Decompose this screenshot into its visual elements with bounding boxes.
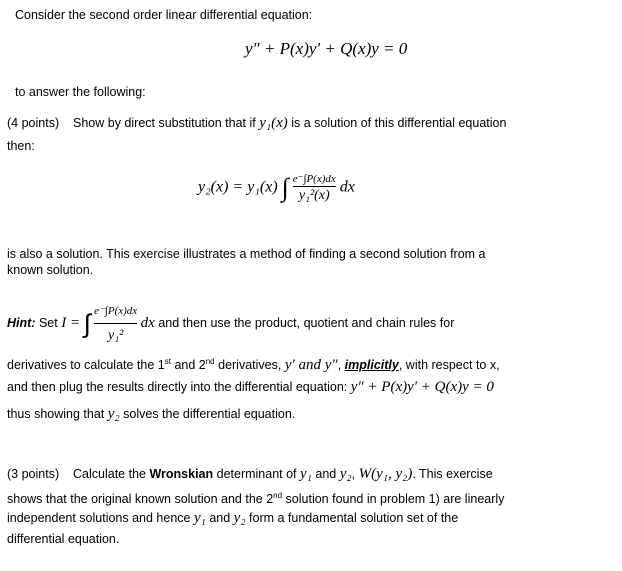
answer-following-text: to answer the following: (15, 85, 146, 99)
then-text: then: (7, 139, 35, 153)
part2-text-a: Calculate the (73, 467, 146, 481)
thus-y2: y₂ (107, 406, 120, 422)
part2-line3 (7, 510, 458, 526)
sup-st: st (164, 357, 171, 366)
part1-text-a: Show by direct substitution that if (73, 116, 256, 130)
hint-set: Set (38, 315, 58, 330)
implicitly-text: implicitly (344, 358, 399, 373)
hint-after: and then use the product, quotient and chain rules for (158, 315, 455, 330)
hint-fraction-bar (94, 323, 137, 324)
part1-line (7, 115, 506, 131)
derivatives-comma: , (337, 358, 342, 373)
formula-numerator: e⁻∫P(x)dx (292, 173, 336, 185)
hint-integral: ∫ (83, 308, 91, 339)
part2-line3-y1: y₁ (193, 510, 206, 526)
thus-text-a: thus showing that (7, 407, 105, 421)
part2-line4: differential equation. (7, 532, 120, 546)
substitute-math: y″ + P(x)y′ + Q(x)y = 0 (350, 379, 494, 395)
part2-line2 (7, 488, 504, 507)
formula-fraction (293, 172, 336, 204)
part2-text-d: . This exercise (412, 467, 493, 481)
part1-text-b: is a solution of this differential equation (291, 116, 507, 130)
sup-nd: nd (205, 357, 215, 366)
derivatives-text-a: derivatives to calculate the 1 (7, 358, 165, 373)
derivatives-math: y′ and y″ (284, 357, 338, 374)
wronskian-math: W(y₁, y₂) (358, 466, 413, 482)
derivatives-text-b: and 2 (170, 358, 206, 373)
part2-line3-b: form a fundamental solution set of the (249, 511, 459, 525)
part2-comma: , (351, 467, 356, 481)
derivatives-text-c: derivatives, (214, 358, 282, 373)
y2-formula (198, 172, 355, 204)
part2-line2-a: shows that the original known solution and the 2 (7, 492, 274, 507)
hint-denominator: y₁² (108, 328, 124, 343)
hint-fraction (94, 300, 137, 347)
part1-points: (4 points) (7, 116, 60, 130)
also-solution-line2: known solution. (7, 263, 94, 277)
thus-line (7, 406, 295, 422)
main-equation: y″ + P(x)y′ + Q(x)y = 0 (245, 39, 408, 58)
thus-text-b: solves the differential equation. (123, 407, 296, 421)
integral-symbol: ∫ (281, 173, 289, 202)
part2-line3-and: and (209, 511, 231, 525)
hint-numerator: e⁻∫P(x)dx (94, 305, 138, 317)
also-solution-line1: is also a solution. This exercise illustrates a method of finding a second solution from a (7, 247, 486, 261)
derivatives-line (7, 354, 500, 373)
intro-text: Consider the second order linear differential equation: (15, 8, 313, 22)
part2-y2: y₂ (339, 466, 352, 482)
substitute-line (7, 379, 494, 395)
formula-dx: dx (339, 178, 355, 196)
formula-denominator: y₁²(x) (298, 188, 330, 203)
part2-line3-a: independent solutions and hence (7, 511, 191, 525)
wronskian-label: Wronskian (149, 467, 214, 481)
part2-points: (3 points) (7, 467, 60, 481)
part2-text-b: determinant of (216, 467, 297, 481)
hint-I-eq: I = (61, 314, 81, 331)
hint-dx: dx (140, 314, 155, 331)
hint-line (7, 300, 454, 347)
part2-sup-nd: nd (273, 491, 283, 500)
substitute-text: and then plug the results directly into the differential equation: (7, 380, 348, 394)
derivatives-text-e: , with respect to x, (398, 358, 500, 373)
fraction-bar (293, 186, 336, 187)
y1x-math: y₁(x) (259, 115, 288, 131)
part2-line1 (7, 466, 493, 482)
part2-y1: y₁ (300, 466, 312, 482)
formula-lhs: y₂(x) = y₁(x) (198, 178, 278, 196)
hint-label: Hint: (7, 315, 36, 330)
part2-line3-y2: y₂ (233, 510, 246, 526)
part2-line2-b: solution found in problem 1) are linearly (282, 492, 505, 507)
part2-and: and (315, 467, 337, 481)
